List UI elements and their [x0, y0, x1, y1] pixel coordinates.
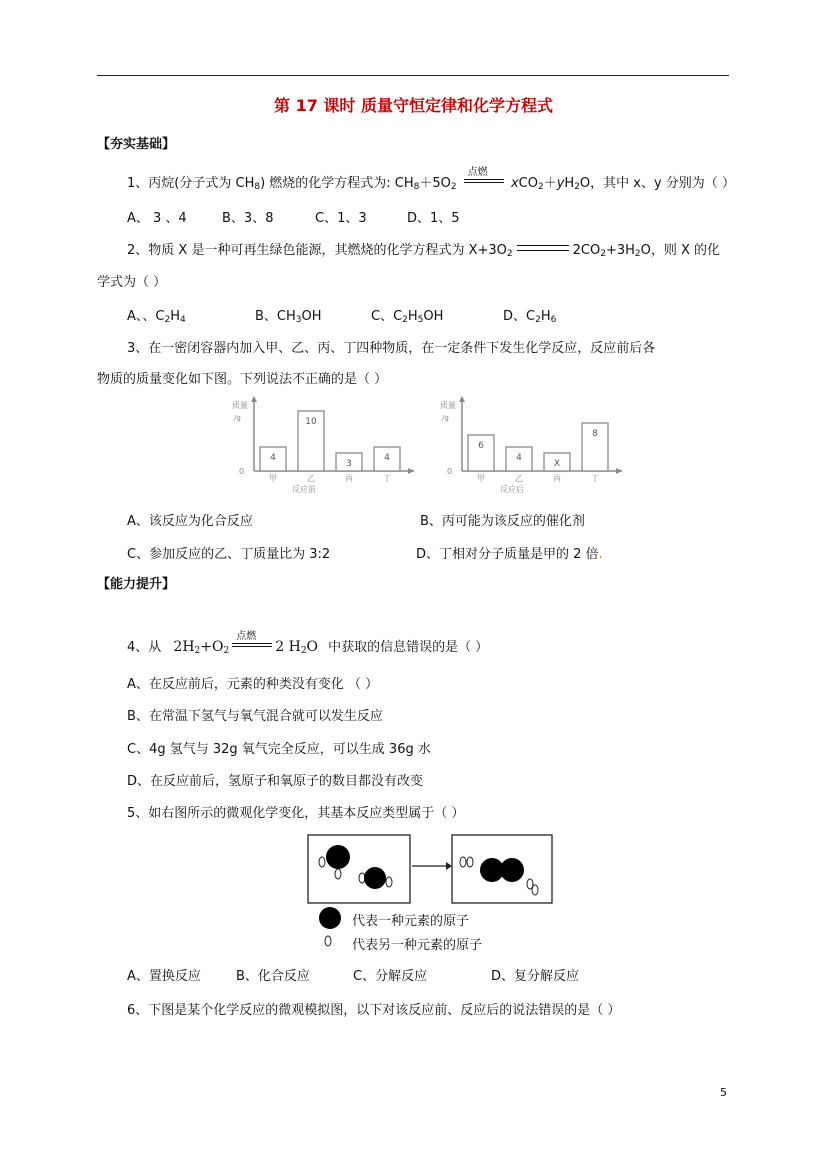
white-atom — [532, 885, 538, 895]
question-3-cont: 物质的质量变化如下图。下列说法不正确的是（ ） — [97, 372, 388, 387]
x-axis-label: 反应后 — [500, 485, 524, 494]
black-atom — [326, 845, 350, 869]
question-6: 6、下图是某个化学反应的微观模拟图，以下对该反应前、反应后的说法错误的是（ ） — [127, 1003, 621, 1018]
x-axis-arrow — [408, 468, 414, 474]
white-atom — [335, 869, 341, 879]
category-label: 甲 — [269, 474, 277, 483]
page-number: 5 — [720, 1086, 727, 1099]
page-title: 第 17 课时 质量守恒定律和化学方程式 — [274, 96, 553, 115]
question-2-cont: 学式为（ ） — [97, 275, 167, 290]
question-4-option-d: D、在反应前后，氢原子和氧原子的数目都没有改变 — [127, 774, 424, 789]
black-atom — [500, 858, 524, 882]
question-4-option-b: B、在常温下氢气与氧气混合就可以发生反应 — [127, 709, 383, 724]
question-5: 5、如右图所示的微观化学变化，其基本反应类型属于（ ） — [127, 806, 465, 821]
bar-value-label: 4 — [384, 453, 390, 463]
question-5-options: A、置换反应 B、化合反应 C、分解反应 D、复分解反应 — [127, 969, 580, 984]
white-atom — [319, 857, 325, 867]
x-axis-label: 反应前 — [292, 485, 316, 494]
question-1: 1、丙烷(分子式为 $CH_8$) 燃烧的化学方程式为: $CH_8+5O_2$ 点燃 $xCO_2+yH_2O$，其中 x、y 分别为（ ） — [127, 167, 735, 192]
x-axis-arrow — [616, 468, 622, 474]
y-axis-label-line1: 质量 — [440, 401, 456, 410]
reaction-arrow: 点燃 — [464, 175, 504, 189]
chart-before — [232, 396, 414, 494]
question-4-option-c: C、4g 氢气与 32g 氧气完全反应，可以生成 36g 水 — [127, 742, 431, 757]
chart-after — [440, 396, 622, 494]
question-2-options: A、、$C_2H_4$ B、$CH_3OH$ C、$C_2H_5OH$ D、$C_2H_6$ — [127, 309, 557, 325]
origin-label: 0 — [447, 467, 453, 476]
category-label: 丁 — [591, 474, 599, 483]
legend-white-atom — [325, 936, 331, 946]
origin-label: 0 — [239, 467, 245, 476]
bar-value-label: X — [553, 459, 561, 469]
section-heading-basics: 【夯实基础】 — [97, 137, 176, 152]
black-atom — [364, 867, 386, 889]
white-atom — [467, 857, 473, 867]
question-4: 4、从 $2H_2+O_2$ 点燃 2 $H_2O$ 中获取的信息错误的是（ ） — [127, 631, 489, 656]
bar-value-label: 4 — [516, 453, 522, 463]
legend-black-atom — [319, 907, 341, 929]
mass-bar-charts — [222, 396, 622, 496]
question-4-option-a: A、在反应前后，元素的种类没有变化 （ ） — [127, 677, 379, 692]
bar-value-label: 3 — [346, 459, 352, 469]
category-label: 乙 — [307, 474, 315, 483]
category-label: 丙 — [553, 474, 561, 483]
y-axis-arrow — [459, 396, 465, 402]
question-3: 3、在一密闭容器内加入甲、乙、丙、丁四种物质，在一定条件下发生化学反应，反应前后各 — [127, 341, 656, 356]
category-label: 甲 — [477, 474, 485, 483]
y-axis-arrow — [251, 396, 257, 402]
white-atom — [386, 877, 392, 887]
header-rule — [97, 75, 729, 76]
category-label: 乙 — [515, 474, 523, 483]
y-axis-label-line2: /g — [442, 414, 449, 422]
y-axis-label-line1: 质量 — [232, 401, 248, 410]
before-box — [308, 835, 410, 903]
legend-black-label: 代表一种元素的原子 — [352, 914, 470, 929]
legend-white-label: 代表另一种元素的原子 — [352, 938, 483, 953]
category-label: 丁 — [383, 474, 391, 483]
question-1-options: A、 3 、4 B、3、8 C、1、3 D、1、5 — [127, 211, 460, 226]
category-label: 丙 — [345, 474, 353, 483]
section-heading-improve: 【能力提升】 — [97, 577, 176, 592]
white-atom — [460, 857, 466, 867]
arrow-head — [446, 862, 452, 870]
bar-value-label: 8 — [592, 429, 598, 439]
question-2: 2、物质 X 是一种可再生绿色能源，其燃烧的化学方程式为 $X+3O_2$ $2CO_2+3H_2O$，则 X 的化 — [127, 243, 721, 259]
y-axis-label-line2: /g — [234, 414, 241, 422]
question-3-options-cd: C、参加反应的乙、丁质量比为 3:2 D、丁相对分子质量是甲的 2 倍. — [127, 547, 603, 562]
bar-value-label: 6 — [478, 441, 484, 451]
bar-value-label: 4 — [270, 453, 276, 463]
question-3-options-ab: A、该反应为化合反应 B、丙可能为该反应的催化剂 — [127, 514, 585, 529]
reaction-arrow: 点燃 — [232, 639, 272, 653]
bar-value-label: 10 — [305, 417, 317, 427]
